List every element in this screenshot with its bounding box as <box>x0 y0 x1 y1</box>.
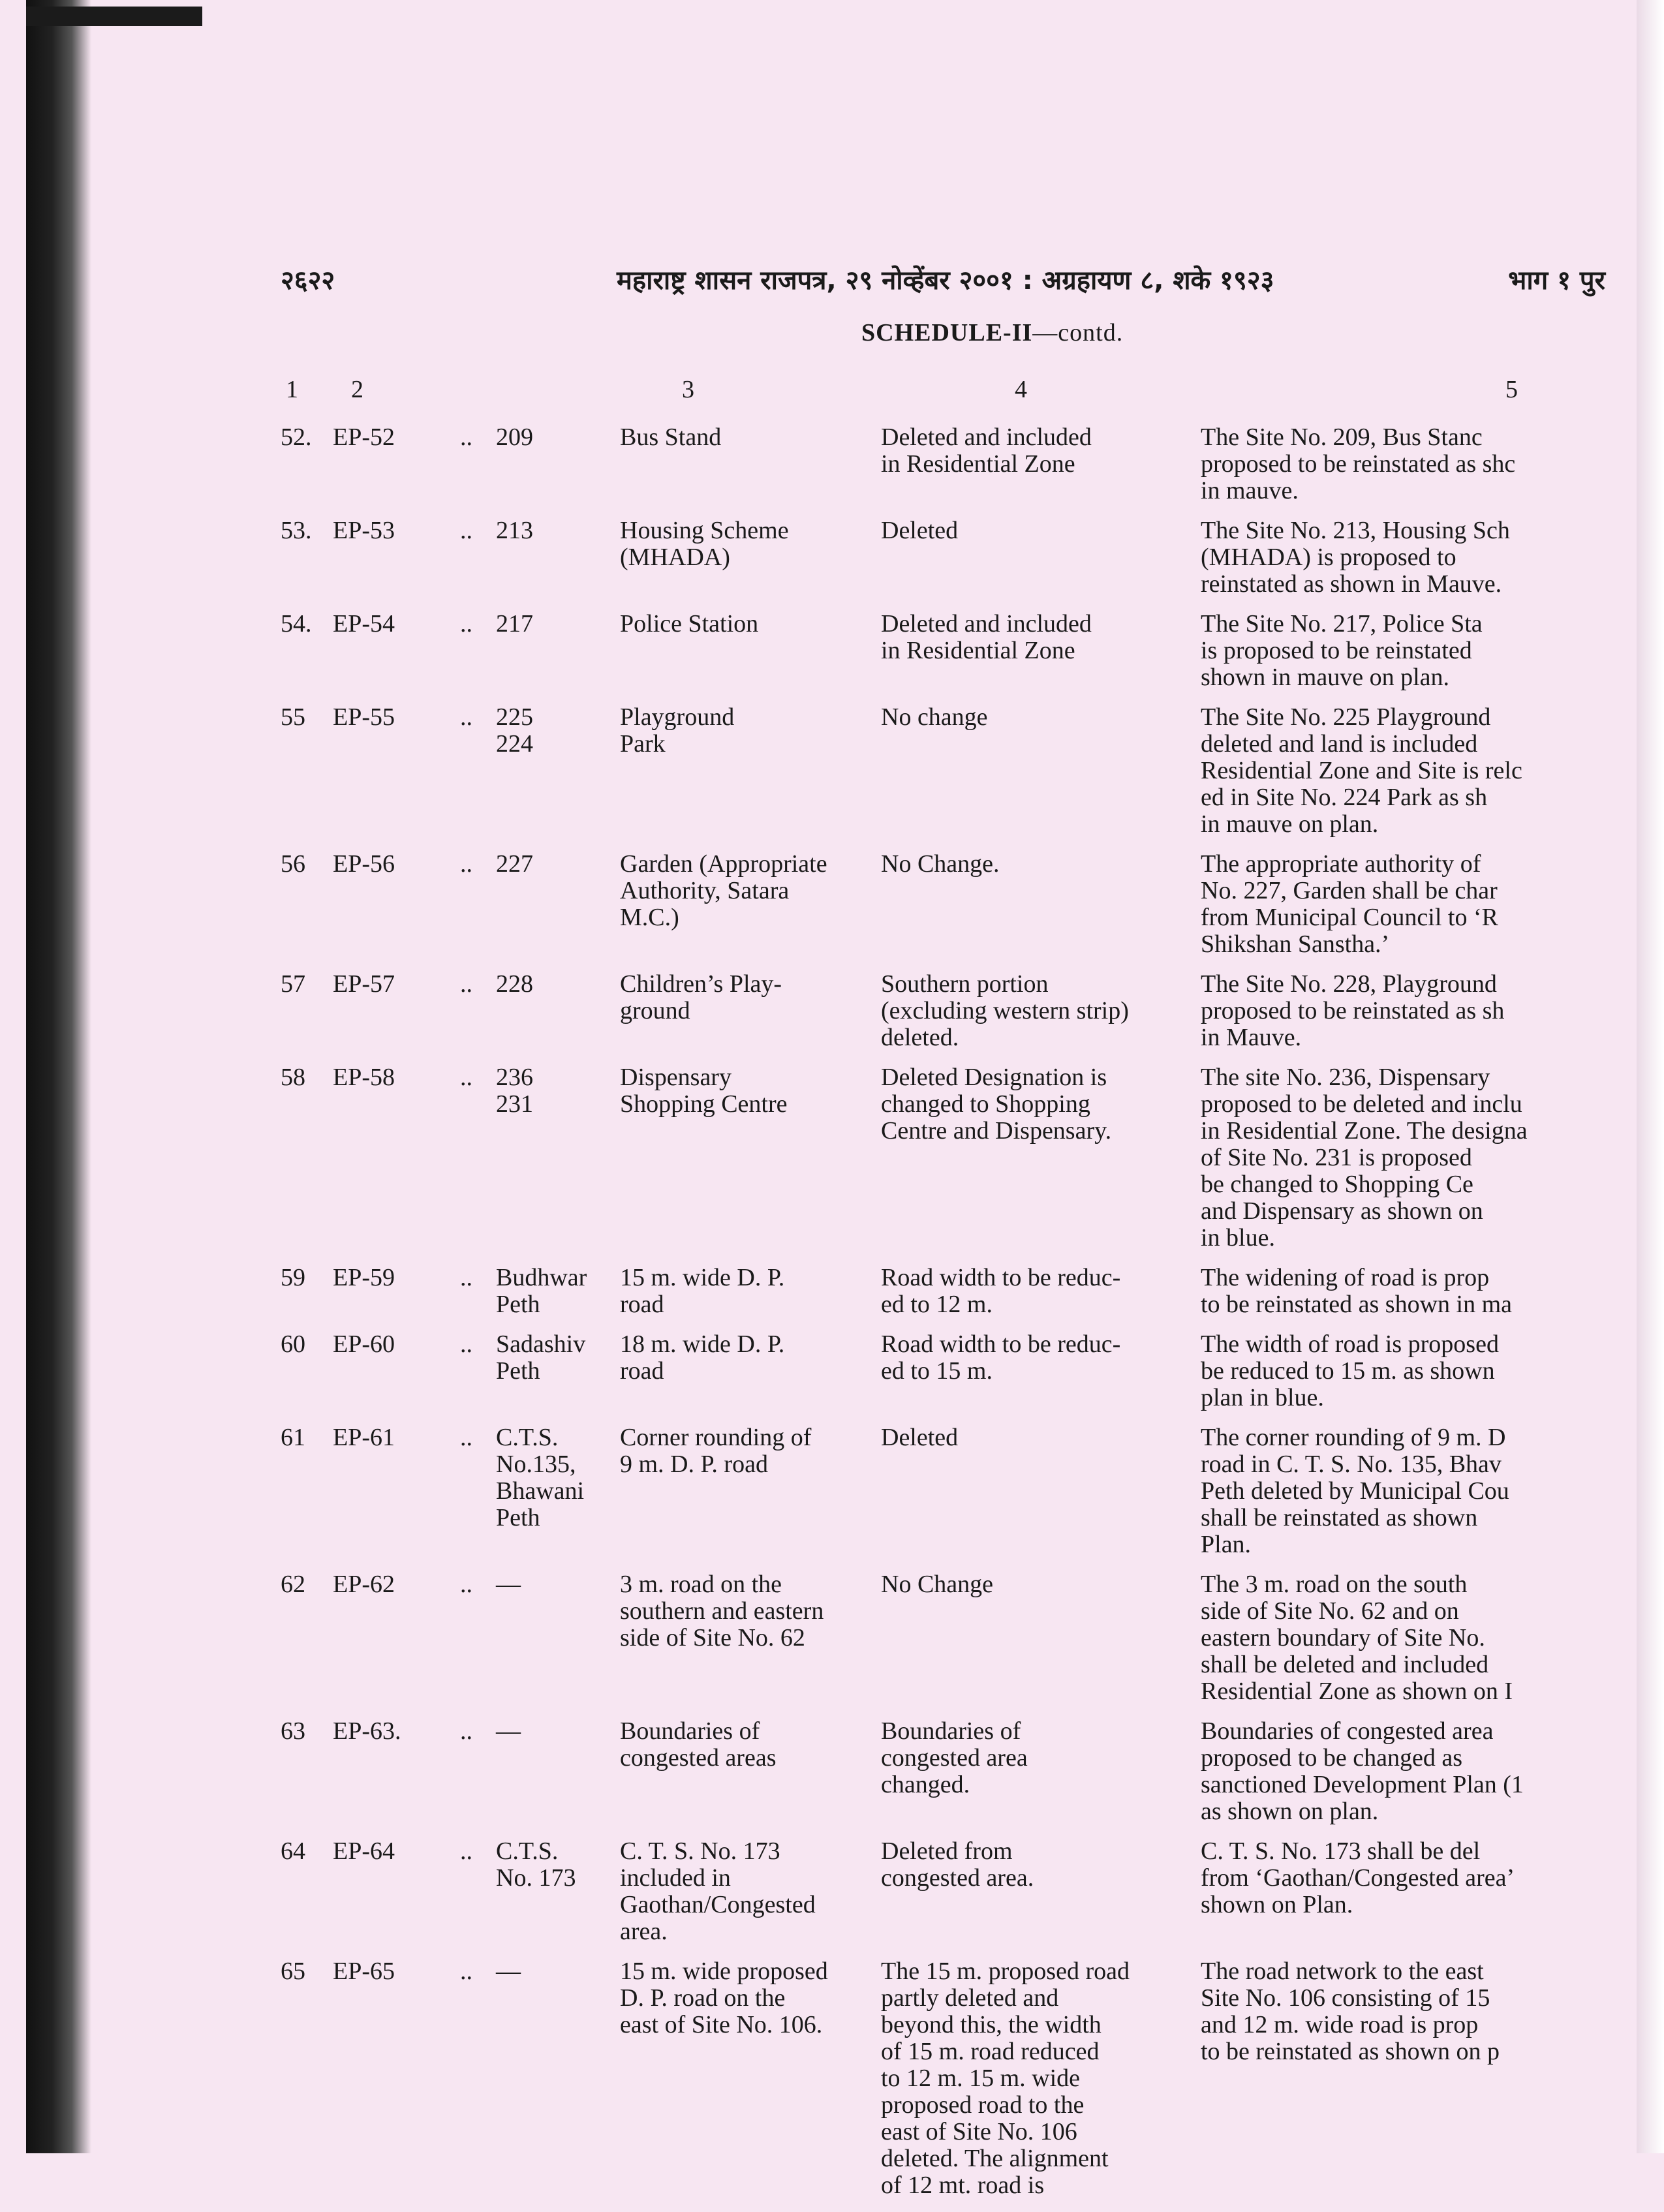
designation-cell-line: M.C.) <box>620 904 679 931</box>
serial-number: 56 <box>281 850 305 878</box>
site-number <box>496 704 604 758</box>
table-row <box>281 611 1618 691</box>
ep-code: EP-65 <box>333 1958 395 1985</box>
leader-dots: .. <box>460 1958 472 1985</box>
remarks-cell-line: The appropriate authority of <box>1201 851 1481 878</box>
designation-cell-line: 18 m. wide D. P. <box>620 1330 785 1358</box>
remarks-cell-line: Plan. <box>1201 1531 1252 1558</box>
leader-dots: .. <box>460 850 472 878</box>
site-number-line: Peth <box>496 1504 540 1531</box>
modification-cell-line: changed to Shopping <box>881 1090 1090 1118</box>
remarks-cell-line: of Site No. 231 is proposed <box>1201 1144 1472 1171</box>
modification-cell-line: ed to 12 m. <box>881 1291 993 1318</box>
remarks-cell-line: shown on Plan. <box>1201 1892 1353 1918</box>
site-number-line: 228 <box>496 970 533 998</box>
remarks-cell <box>1201 971 1612 1051</box>
remarks-cell-line: road in C. T. S. No. 135, Bhav <box>1201 1451 1502 1478</box>
serial-number: 61 <box>281 1424 305 1451</box>
site-number-line: No. 173 <box>496 1864 576 1892</box>
serial-number: 62 <box>281 1571 305 1598</box>
table-row <box>281 704 1618 838</box>
serial-number: 63 <box>281 1717 305 1745</box>
modification-cell-line: Deleted Designation is <box>881 1064 1107 1091</box>
site-number <box>496 1265 604 1318</box>
gazette-title: महाराष्ट्र शासन राजपत्र, २९ नोव्हेंबर २००१ : अग्रहायण ८, शके १९२३ <box>617 266 1274 296</box>
modification-cell-line: proposed road to the <box>881 2091 1085 2119</box>
serial-number: 60 <box>281 1330 305 1358</box>
site-number-line: 227 <box>496 850 533 878</box>
site-number <box>496 1958 604 1985</box>
modification-cell-line: in Residential Zone <box>881 637 1075 664</box>
leader-dots: .. <box>460 1264 472 1291</box>
remarks-cell-line: The Site No. 228, Playground <box>1201 971 1497 998</box>
remarks-cell-line: Boundaries of congested area <box>1201 1718 1494 1745</box>
modification-cell-line: partly deleted and <box>881 1984 1059 2012</box>
remarks-cell-line: sanctioned Development Plan (1 <box>1201 1772 1524 1798</box>
modification-cell <box>881 1718 1165 1798</box>
modification-cell <box>881 1424 1165 1451</box>
table-row <box>281 424 1618 504</box>
remarks-cell <box>1201 517 1612 598</box>
remarks-cell-line: The Site No. 225 Playground <box>1201 704 1491 731</box>
remarks-cell <box>1201 704 1612 838</box>
designation-cell-line: 9 m. D. P. road <box>620 1451 768 1478</box>
remarks-cell-line: (MHADA) is proposed to <box>1201 544 1456 571</box>
modification-cell-line: Boundaries of <box>881 1717 1021 1745</box>
site-number <box>496 1331 604 1385</box>
modification-cell-line: in Residential Zone <box>881 450 1075 478</box>
designation-cell-line: included in <box>620 1864 731 1892</box>
modification-cell-line: congested area <box>881 1744 1028 1772</box>
modification-cell-line: Road width to be reduc- <box>881 1330 1121 1358</box>
modification-cell-line: Deleted and included <box>881 423 1092 451</box>
serial-number: 64 <box>281 1837 305 1865</box>
site-number-line: 225 <box>496 703 533 731</box>
designation-cell <box>620 971 871 1024</box>
remarks-cell-line: as shown on plan. <box>1201 1798 1379 1825</box>
ep-code: EP-53 <box>333 517 395 544</box>
remarks-cell-line: in Mauve. <box>1201 1024 1302 1051</box>
remarks-cell-line: plan in blue. <box>1201 1385 1324 1411</box>
site-number-line: Peth <box>496 1291 540 1318</box>
site-number <box>496 971 604 998</box>
site-number-line: — <box>496 1958 521 1985</box>
leader-dots: .. <box>460 610 472 637</box>
remarks-cell-line: proposed to be reinstated as shc <box>1201 451 1516 478</box>
designation-cell-line: Playground <box>620 703 735 731</box>
leader-dots: .. <box>460 970 472 998</box>
designation-cell <box>620 1064 871 1118</box>
serial-number: 58 <box>281 1064 305 1091</box>
remarks-cell <box>1201 1331 1612 1411</box>
site-number <box>496 1424 604 1531</box>
leader-dots: .. <box>460 517 472 544</box>
site-number <box>496 851 604 878</box>
designation-cell-line: Dispensary <box>620 1064 732 1091</box>
designation-cell-line: Police Station <box>620 610 759 637</box>
remarks-cell-line: proposed to be changed as <box>1201 1745 1462 1772</box>
remarks-cell-line: side of Site No. 62 and on <box>1201 1598 1459 1625</box>
remarks-cell-line: reinstated as shown in Mauve. <box>1201 571 1502 598</box>
column-number-row <box>0 375 1664 408</box>
designation-cell-line: Authority, Satara <box>620 877 790 904</box>
site-number-line: — <box>496 1717 521 1745</box>
column-number: 2 <box>351 376 363 403</box>
binding-top-tape <box>26 7 202 26</box>
remarks-cell-line: deleted and land is included <box>1201 731 1478 758</box>
designation-cell-line: D. P. road on the <box>620 1984 786 2012</box>
modification-cell-line: Deleted <box>881 517 959 544</box>
remarks-cell-line: in Residential Zone. The designa <box>1201 1118 1528 1144</box>
remarks-cell <box>1201 1718 1612 1825</box>
modification-cell <box>881 704 1165 731</box>
designation-cell <box>620 851 871 931</box>
modification-cell-line: of 12 mt. road is <box>881 2172 1045 2199</box>
modification-cell-line: No Change <box>881 1571 994 1598</box>
modification-cell-line: of 15 m. road reduced <box>881 2038 1100 2065</box>
leader-dots: .. <box>460 1571 472 1598</box>
remarks-cell-line: be changed to Shopping Ce <box>1201 1171 1473 1198</box>
designation-cell-line: C. T. S. No. 173 <box>620 1837 780 1865</box>
remarks-cell-line: shown in mauve on plan. <box>1201 664 1450 691</box>
remarks-cell-line: proposed to be deleted and inclu <box>1201 1091 1522 1118</box>
column-number: 1 <box>286 376 298 403</box>
designation-cell-line: ground <box>620 997 690 1024</box>
remarks-cell <box>1201 611 1612 691</box>
designation-cell <box>620 1331 871 1385</box>
remarks-cell-line: Site No. 106 consisting of 15 <box>1201 1985 1490 2012</box>
designation-cell <box>620 704 871 758</box>
ep-code: EP-54 <box>333 610 395 637</box>
table-row <box>281 1265 1618 1318</box>
site-number-line: Budhwar <box>496 1264 587 1291</box>
remarks-cell-line: C. T. S. No. 173 shall be del <box>1201 1838 1481 1865</box>
remarks-cell <box>1201 1064 1612 1252</box>
designation-cell <box>620 1958 871 2038</box>
designation-cell <box>620 1265 871 1318</box>
remarks-cell <box>1201 1571 1612 1705</box>
designation-cell-line: 15 m. wide proposed <box>620 1958 828 1985</box>
schedule-heading <box>861 318 1123 347</box>
designation-cell <box>620 517 871 571</box>
modification-cell <box>881 1958 1165 2199</box>
serial-number: 54. <box>281 610 312 637</box>
serial-number: 65 <box>281 1958 305 1985</box>
table-row <box>281 1838 1618 1945</box>
designation-cell-line: area. <box>620 1918 668 1945</box>
modification-cell-line: Deleted and included <box>881 610 1092 637</box>
modification-cell-line: deleted. The alignment <box>881 2145 1109 2172</box>
designation-cell <box>620 1424 871 1478</box>
site-number-line: C.T.S. <box>496 1424 559 1451</box>
ep-code: EP-62 <box>333 1571 395 1598</box>
leader-dots: .. <box>460 703 472 731</box>
site-number-line: Sadashiv <box>496 1330 586 1358</box>
page-header <box>261 261 1605 300</box>
designation-cell-line: 15 m. wide D. P. <box>620 1264 785 1291</box>
leader-dots: .. <box>460 1064 472 1091</box>
remarks-cell-line: in mauve on plan. <box>1201 811 1379 838</box>
remarks-cell-line: be reduced to 15 m. as shown <box>1201 1358 1495 1385</box>
remarks-cell-line: The road network to the east <box>1201 1958 1484 1985</box>
site-number <box>496 517 604 544</box>
ep-code: EP-63. <box>333 1717 401 1745</box>
site-number-line: — <box>496 1571 521 1598</box>
remarks-cell-line: eastern boundary of Site No. <box>1201 1625 1485 1651</box>
schedule-table <box>281 424 1618 2212</box>
designation-cell-line: southern and eastern <box>620 1597 824 1625</box>
site-number-line: 236 <box>496 1064 533 1091</box>
modification-cell-line: Centre and Dispensary. <box>881 1117 1112 1144</box>
designation-cell-line: Garden (Appropriate <box>620 850 827 878</box>
serial-number: 53. <box>281 517 312 544</box>
remarks-cell <box>1201 424 1612 504</box>
designation-cell-line: Park <box>620 730 666 758</box>
column-number: 4 <box>1015 376 1027 403</box>
ep-code: EP-57 <box>333 970 395 998</box>
serial-number: 52. <box>281 423 312 451</box>
remarks-cell-line: shall be deleted and included <box>1201 1651 1489 1678</box>
modification-cell-line: Deleted from <box>881 1837 1013 1865</box>
serial-number: 57 <box>281 970 305 998</box>
designation-cell <box>620 424 871 451</box>
designation-cell-line: Corner rounding of <box>620 1424 812 1451</box>
binding-edge <box>26 0 91 2153</box>
ep-code: EP-52 <box>333 423 395 451</box>
remarks-cell <box>1201 1265 1612 1318</box>
remarks-cell-line: Shikshan Sanstha.’ <box>1201 931 1390 958</box>
designation-cell <box>620 1571 871 1651</box>
site-number <box>496 424 604 451</box>
site-number-line: Peth <box>496 1357 540 1385</box>
designation-cell-line: east of Site No. 106. <box>620 2011 823 2038</box>
table-row <box>281 1424 1618 1558</box>
remarks-cell-line: to be reinstated as shown on p <box>1201 2038 1500 2065</box>
remarks-cell <box>1201 1838 1612 1918</box>
serial-number: 59 <box>281 1264 305 1291</box>
site-number <box>496 1718 604 1745</box>
table-row <box>281 1718 1618 1825</box>
remarks-cell-line: Residential Zone as shown on I <box>1201 1678 1513 1705</box>
site-number <box>496 1571 604 1598</box>
modification-cell-line: east of Site No. 106 <box>881 2118 1077 2145</box>
modification-cell-line: No Change. <box>881 850 1000 878</box>
designation-cell-line: side of Site No. 62 <box>620 1624 805 1651</box>
remarks-cell-line: in mauve. <box>1201 478 1299 504</box>
modification-cell <box>881 611 1165 664</box>
designation-cell-line: congested areas <box>620 1744 777 1772</box>
designation-cell-line: Children’s Play- <box>620 970 782 998</box>
ep-code: EP-59 <box>333 1264 395 1291</box>
remarks-cell-line: Peth deleted by Municipal Cou <box>1201 1478 1509 1505</box>
modification-cell <box>881 1331 1165 1385</box>
ep-code: EP-61 <box>333 1424 395 1451</box>
designation-cell-line: Boundaries of <box>620 1717 760 1745</box>
leader-dots: .. <box>460 1717 472 1745</box>
ep-code: EP-55 <box>333 703 395 731</box>
page-number: २६२२ <box>281 266 335 296</box>
table-row <box>281 1571 1618 1705</box>
schedule-suffix: —contd. <box>1032 319 1124 346</box>
modification-cell <box>881 1838 1165 1892</box>
remarks-cell-line: and 12 m. wide road is prop <box>1201 2012 1479 2038</box>
table-row <box>281 971 1618 1051</box>
designation-cell <box>620 611 871 637</box>
remarks-cell-line: The Site No. 209, Bus Stanc <box>1201 424 1483 451</box>
designation-cell-line: road <box>620 1291 664 1318</box>
leader-dots: .. <box>460 1837 472 1865</box>
ep-code: EP-56 <box>333 850 395 878</box>
leader-dots: .. <box>460 1330 472 1358</box>
table-row <box>281 1331 1618 1411</box>
modification-cell-line: (excluding western strip) <box>881 997 1129 1024</box>
designation-cell-line: Shopping Centre <box>620 1090 788 1118</box>
modification-cell <box>881 424 1165 478</box>
modification-cell-line: deleted. <box>881 1024 959 1051</box>
site-number <box>496 1838 604 1892</box>
designation-cell <box>620 1838 871 1945</box>
site-number <box>496 611 604 637</box>
remarks-cell-line: in blue. <box>1201 1225 1275 1252</box>
remarks-cell <box>1201 851 1612 958</box>
designation-cell <box>620 1718 871 1772</box>
remarks-cell <box>1201 1424 1612 1558</box>
site-number-line: 224 <box>496 730 533 758</box>
site-number <box>496 1064 604 1118</box>
page-right-edge <box>1637 0 1664 2153</box>
designation-cell-line: Housing Scheme <box>620 517 789 544</box>
ep-code: EP-58 <box>333 1064 395 1091</box>
remarks-cell-line: The site No. 236, Dispensary <box>1201 1064 1490 1091</box>
designation-cell-line: Gaothan/Congested <box>620 1891 816 1918</box>
remarks-cell-line: to be reinstated as shown in ma <box>1201 1291 1513 1318</box>
modification-cell <box>881 971 1165 1051</box>
column-number: 5 <box>1505 376 1518 403</box>
remarks-cell-line: The corner rounding of 9 m. D <box>1201 1424 1506 1451</box>
remarks-cell-line: shall be reinstated as shown <box>1201 1505 1478 1531</box>
remarks-cell-line: The Site No. 217, Police Sta <box>1201 611 1483 637</box>
designation-cell-line: Bus Stand <box>620 423 722 451</box>
site-number-line: 217 <box>496 610 533 637</box>
site-number-line: Bhawani <box>496 1477 585 1505</box>
modification-cell-line: The 15 m. proposed road <box>881 1958 1130 1985</box>
part-label: भाग १ पुर <box>1508 266 1605 296</box>
table-row <box>281 1064 1618 1252</box>
table-row <box>281 1958 1618 2199</box>
modification-cell <box>881 517 1165 544</box>
designation-cell-line: road <box>620 1357 664 1385</box>
schedule-title: SCHEDULE-II <box>861 319 1033 346</box>
remarks-cell-line: from Municipal Council to ‘R <box>1201 904 1498 931</box>
remarks-cell-line: proposed to be reinstated as sh <box>1201 998 1505 1024</box>
modification-cell-line: Deleted <box>881 1424 959 1451</box>
designation-cell-line: (MHADA) <box>620 544 730 571</box>
column-number: 3 <box>682 376 694 403</box>
modification-cell-line: No change <box>881 703 988 731</box>
leader-dots: .. <box>460 1424 472 1451</box>
site-number-line: C.T.S. <box>496 1837 559 1865</box>
modification-cell-line: ed to 15 m. <box>881 1357 993 1385</box>
modification-cell-line: beyond this, the width <box>881 2011 1102 2038</box>
remarks-cell-line: The widening of road is prop <box>1201 1265 1490 1291</box>
modification-cell <box>881 1571 1165 1598</box>
modification-cell-line: Road width to be reduc- <box>881 1264 1121 1291</box>
remarks-cell-line: Residential Zone and Site is relc <box>1201 758 1522 784</box>
ep-code: EP-60 <box>333 1330 395 1358</box>
remarks-cell <box>1201 1958 1612 2065</box>
modification-cell-line: congested area. <box>881 1864 1034 1892</box>
serial-number: 55 <box>281 703 305 731</box>
remarks-cell-line: is proposed to be reinstated <box>1201 637 1472 664</box>
site-number-line: No.135, <box>496 1451 576 1478</box>
site-number-line: 231 <box>496 1090 533 1118</box>
designation-cell-line: 3 m. road on the <box>620 1571 782 1598</box>
modification-cell <box>881 1064 1165 1144</box>
modification-cell-line: to 12 m. 15 m. wide <box>881 2065 1081 2092</box>
site-number-line: 213 <box>496 517 533 544</box>
remarks-cell-line: from ‘Gaothan/Congested area’ <box>1201 1865 1515 1892</box>
leader-dots: .. <box>460 423 472 451</box>
modification-cell <box>881 1265 1165 1318</box>
remarks-cell-line: The Site No. 213, Housing Sch <box>1201 517 1510 544</box>
table-row <box>281 851 1618 958</box>
remarks-cell-line: ed in Site No. 224 Park as sh <box>1201 784 1488 811</box>
modification-cell <box>881 851 1165 878</box>
remarks-cell-line: The 3 m. road on the south <box>1201 1571 1468 1598</box>
remarks-cell-line: and Dispensary as shown on <box>1201 1198 1483 1225</box>
modification-cell-line: changed. <box>881 1771 970 1798</box>
site-number-line: 209 <box>496 423 533 451</box>
ep-code: EP-64 <box>333 1837 395 1865</box>
table-row <box>281 517 1618 598</box>
remarks-cell-line: The width of road is proposed <box>1201 1331 1499 1358</box>
remarks-cell-line: No. 227, Garden shall be char <box>1201 878 1498 904</box>
modification-cell-line: Southern portion <box>881 970 1049 998</box>
